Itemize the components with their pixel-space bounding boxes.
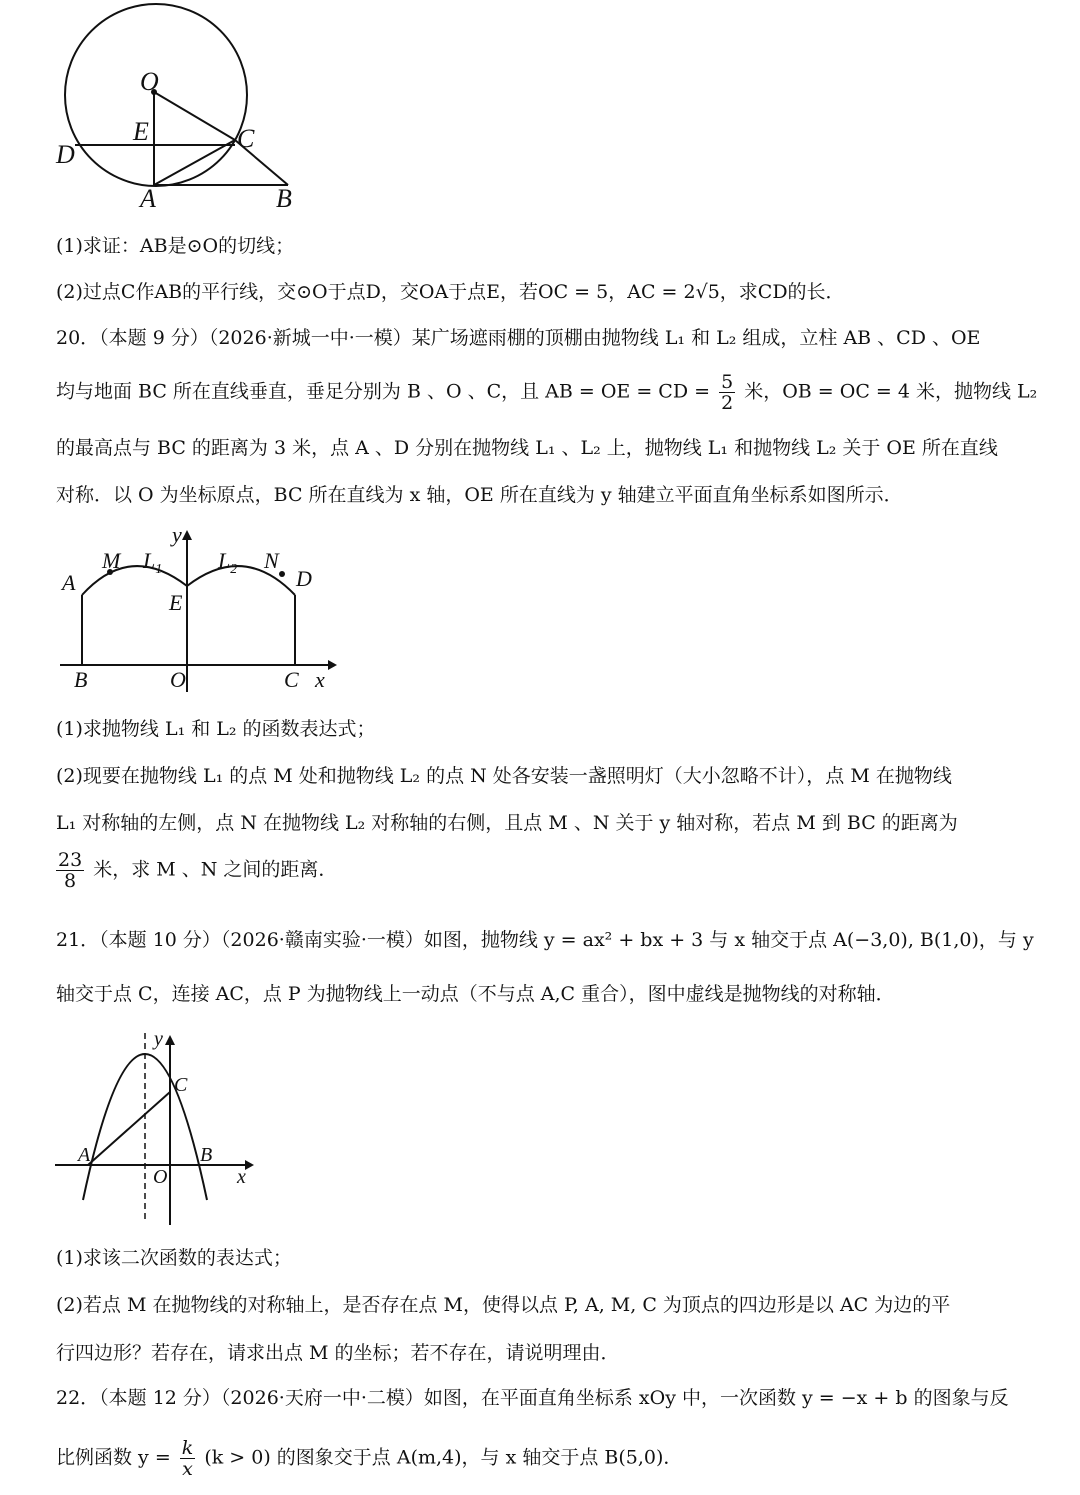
label-n: N xyxy=(264,548,279,573)
fraction-23-8 xyxy=(56,850,84,891)
x-axis-arrow xyxy=(245,1160,254,1170)
fraction-5-2 xyxy=(719,372,735,413)
q20-line3: 的最高点与 BC 的距离为 3 米，点 A 、D 分别在抛物线 L₁ 、L₂ 上，抛物线 L₁ 和抛物线 L₂ 关于 OE 所在直线 xyxy=(56,437,998,459)
q20-part1: (1)求抛物线 L₁ 和 L₂ 的函数表达式； xyxy=(56,718,376,740)
fraction-numerator: 23 xyxy=(58,849,83,871)
q22-line2-text-a: 比例函数 y = xyxy=(56,1446,171,1469)
label-b: B xyxy=(276,184,292,213)
label-x: x xyxy=(237,1166,246,1188)
label-e: E xyxy=(169,590,183,615)
q19-part2: (2)过点C作AB的平行线，交⊙O于点D，交OA于点E，若OC = 5，AC = 2√5，求CD的长． xyxy=(56,281,845,303)
label-a: A xyxy=(78,1144,91,1166)
label-b: B xyxy=(74,667,88,692)
y-axis-arrow xyxy=(165,1035,175,1045)
q22-line2 xyxy=(56,1438,1046,1479)
q19-part1: (1)求证：AB是⊙O的切线； xyxy=(56,235,295,257)
x-axis-arrow xyxy=(328,660,337,670)
label-x: x xyxy=(315,667,325,692)
label-c: C xyxy=(237,124,255,153)
point-n xyxy=(279,571,285,577)
fraction-numerator: k xyxy=(181,1437,194,1459)
label-d: D xyxy=(56,140,75,169)
q21-part2-line2: 行四边形？若存在，请求出点 M 的坐标；若不存在，请说明理由． xyxy=(56,1342,620,1364)
label-o: O xyxy=(153,1166,168,1188)
q20-part2-line3-text: 米，求 M 、N 之间的距离． xyxy=(93,858,338,881)
label-l1-subscript: 1 xyxy=(155,562,163,577)
q21-line2: 轴交于点 C，连接 AC，点 P 为抛物线上一动点（不与点 A,C 重合），图中虚线是抛物线的对称轴． xyxy=(56,983,895,1005)
label-y: y xyxy=(172,522,182,547)
label-c: C xyxy=(174,1074,188,1096)
label-l2-subscript: 2 xyxy=(230,562,238,577)
label-y: y xyxy=(154,1028,163,1050)
y-axis-arrow xyxy=(182,530,192,540)
fraction-denominator: 2 xyxy=(721,392,734,414)
q20-line1: 20．（本题 9 分）（2026·新城一中·一模）某广场遮雨棚的顶棚由抛物线 L₁ 和 L₂ 组成，立柱 AB 、CD 、OE xyxy=(56,327,981,349)
fraction-denominator: x xyxy=(182,1458,193,1480)
q20-line2-text-a: 均与地面 BC 所在直线垂直，垂足分别为 B 、O 、C，且 AB = OE = CD = xyxy=(56,380,711,403)
q21-part1: (1)求该二次函数的表达式； xyxy=(56,1247,292,1269)
label-a: A xyxy=(62,570,76,595)
parabola-figure xyxy=(50,1025,270,1235)
q20-line4: 对称．以 O 为坐标原点，BC 所在直线为 x 轴，OE 所在直线为 y 轴建立平面直角坐标系如图所示． xyxy=(56,484,903,506)
circle-figure xyxy=(50,0,310,215)
label-a: A xyxy=(140,184,156,213)
fraction-k-x xyxy=(180,1438,196,1479)
q20-part2-line2: L₁ 对称轴的左侧，点 N 在抛物线 L₂ 对称轴的右侧，且点 M 、N 关于 y 轴对称，若点 M 到 BC 的距离为 xyxy=(56,812,958,834)
q20-part2-line1: (2)现要在抛物线 L₁ 的点 M 处和抛物线 L₂ 的点 N 处各安装一盏照明灯（大小忽略不计），点 M 在抛物线 xyxy=(56,765,952,787)
canopy-figure xyxy=(50,520,350,695)
q22-line1: 22．（本题 12 分）（2026·天府一中·二模）如图，在平面直角坐标系 xOy 中，一次函数 y = −x + b 的图象与反 xyxy=(56,1387,1009,1409)
label-m: M xyxy=(102,548,121,573)
label-e: E xyxy=(133,117,149,146)
fraction-numerator: 5 xyxy=(721,371,734,393)
label-b: B xyxy=(200,1144,213,1166)
parabola-l2 xyxy=(187,566,295,595)
label-o: O xyxy=(140,67,159,96)
label-o: O xyxy=(170,667,186,692)
label-d: D xyxy=(296,566,312,591)
q21-part2-line1: (2)若点 M 在抛物线的对称轴上，是否存在点 M，使得以点 P, A, M, C 为顶点的四边形是以 AC 为边的平 xyxy=(56,1294,951,1316)
q20-part2-line3 xyxy=(56,850,1046,891)
label-c: C xyxy=(284,667,299,692)
q22-line2-text-b: (k > 0) 的图象交于点 A(m,4)，与 x 轴交于点 B(5,0)． xyxy=(204,1446,683,1469)
q20-line2-text-b: 米，OB = OC = 4 米，抛物线 L₂ xyxy=(744,380,1038,403)
label-l1: $L_1$ xyxy=(143,548,163,577)
q21-line1: 21．（本题 10 分）（2026·赣南实验·一模）如图，抛物线 y = ax² + bx + 3 与 x 轴交于点 A(−3,0), B(1,0)，与 y xyxy=(56,929,1034,951)
fraction-denominator: 8 xyxy=(64,870,77,892)
label-l2: $L_2$ xyxy=(218,548,238,577)
segment-oc xyxy=(154,92,235,140)
q20-line2 xyxy=(56,372,1046,413)
